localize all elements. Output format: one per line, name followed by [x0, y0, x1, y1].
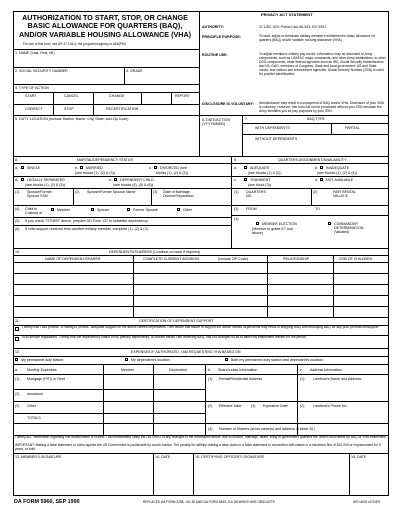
action-change[interactable]: CHANGE [109, 94, 125, 98]
dep-child-see: (see blocks (4), (5) & (6)) [113, 183, 153, 187]
member-election-label: MEMBER ELECTION [262, 222, 297, 226]
married-checkbox[interactable] [80, 166, 83, 169]
q-3: (3) [234, 207, 239, 211]
inadequate-see: (see blocks (1), (2) & (4)) [317, 171, 357, 175]
q-d: d. [315, 178, 318, 182]
principle-label: PRINCIPLE PURPOSE: [202, 35, 241, 39]
exp-b: b. [208, 368, 211, 372]
lease-3: (3) [251, 404, 256, 408]
dep-location-option: My dependent's location [131, 358, 170, 362]
col-name: NAME OF DEPENDENT/SHARER [45, 257, 101, 261]
other-note: If you check "OTHER" above, prepare DD Form 137 to establish dependency. [25, 219, 149, 223]
block-9: 9. [234, 158, 237, 162]
transient-label: TRANSIENT [250, 178, 271, 182]
not-available-label: NOT AVAILABLE [326, 178, 354, 182]
action-report[interactable]: REPORT [175, 94, 190, 98]
action-stop[interactable]: STOP [64, 107, 74, 111]
rental-address-label: Rental/Residential Address [219, 377, 263, 381]
addr-info: Address Information [310, 368, 343, 372]
sub-1: (1) [15, 190, 20, 194]
sub-3: (3) [153, 190, 158, 194]
opt-d: d. [15, 178, 18, 182]
opt-a: a. [15, 166, 18, 170]
name-label: 1. NAME (Last, First, MI) [15, 51, 55, 55]
child-custody-label: Child in [25, 207, 37, 211]
exp-member-col: Member [121, 368, 135, 372]
disclosure-text: Nondisclosure may result in nonpayment of BAQ and/or VHA. Disclosure of your SSN is voluntary. However, this form will not be processed without your SSN because the Army identifies you for pay purposes by your SSN. [259, 101, 384, 113]
sub-4: (4) [15, 207, 20, 211]
separated-see: (see blocks (1), (2) & (3)) [25, 183, 65, 187]
addr-2: (2) [300, 404, 305, 408]
dep-location-checkbox[interactable] [125, 358, 128, 361]
exp-a: a. [15, 368, 18, 372]
single-checkbox[interactable] [21, 166, 24, 169]
q-2: (2) [313, 190, 318, 194]
married-see: (see blocks (1), (2) & (3)) [75, 171, 115, 175]
quarters-no-suffix: NO. [246, 194, 253, 198]
spouse-ssn-label: Spouse SSN [27, 194, 48, 198]
totals-label: TOTALS [27, 416, 41, 420]
custody-of-label: Custody of [25, 211, 43, 215]
action-correct[interactable]: CORRECT [25, 107, 43, 111]
opt-b: b. [75, 166, 78, 170]
date-marriage-label: Date of Marriage, [163, 190, 191, 194]
member-grade-note: (Member in grade E7 and [252, 227, 293, 231]
custody-other: Other [183, 208, 192, 212]
mortgage-label: Mortgage (PITI) or Rent [27, 377, 65, 381]
married-label: MARRIED [86, 166, 103, 170]
effective-date-label: Effective Date: [219, 404, 243, 408]
baq-without-dependents[interactable]: WITHOUT DEPENDENTS [255, 137, 298, 141]
to-label: TO [315, 207, 320, 211]
cert-text-2: VHA service regulations. I certify that the dependency status of my primary dependents, on whose behalf I am receiving BAQ, has not changed so as to affect my entitlement thereto for the period. [22, 335, 307, 339]
q-c: c. [234, 178, 237, 182]
landlord-phone-label: Landlord's Phone No. [313, 404, 348, 408]
divorced-see: blocks (1), (2) & (3)) [156, 171, 188, 175]
action-label: 4. TYPE OF ACTION [15, 86, 49, 90]
routine-label: ROUTINE USE: [202, 53, 228, 57]
block-11: 11. [15, 319, 20, 323]
inadequate-checkbox[interactable] [320, 166, 323, 169]
routine-text: To adjust member's military pay record. Information may be disclosed to Army components, such as USAFAC major commands, and other Army installations; to other DOD components; other federal agencies such as IRS, Social Security Administration and VA; GAO, members of Congress; State and local government; US and State courts; and various law enforcement agencies. Social Security Number (SSN) is used for positive identification. [259, 52, 386, 76]
spouse-name-label: Spouse/Former Spouse Name [87, 190, 136, 194]
lease-4: (4) [208, 427, 213, 431]
monthly-expenses: Monthly Expenses: [27, 368, 58, 372]
block-10: 10. [15, 250, 20, 254]
final-cert-text: I certify ALL information regarding this authorization is correct. I will immediately notify the FAO/HRO of any changes in the information above, due to divorce, marriage, death, living in government quarters etc. which could affect by BAQ or VHA entitlement. [15, 435, 387, 439]
cert-heading: CERTIFICATION OF DEPENDENT SUPPORT [139, 319, 214, 323]
inadequate-label: INADEQUATE [326, 166, 350, 170]
privacy-heading: PRIVACY ACT STATEMENT [261, 12, 313, 17]
baq-partial[interactable]: PARTIAL [345, 126, 360, 130]
replaces-note: REPLACES DA FORM 3298, JUL 80 AND DA FORM 5545, JUL 86 WHICH ARE OBSOLETE [143, 500, 275, 504]
use-note: For use of this form, see AR 37-104-4; the proponent agency is ASA(FM) [23, 42, 126, 46]
adequate-label: ADEQUATE [250, 166, 270, 170]
authority-label: AUTHORITY: [202, 25, 224, 29]
quarters-heading: QUARTERS ASSIGNMENT/AVAILABILITY [278, 158, 347, 162]
marital-heading: MARITAL/DEPENDENCY STATUS [77, 158, 133, 162]
grade-label: 3. GRADE [126, 69, 143, 73]
custody-member-checkbox[interactable] [51, 208, 54, 211]
from-label: FROM [246, 207, 257, 211]
date-action-label: 6. DATE/ACTION [202, 118, 230, 122]
col-zip: (Include ZIP Code) [218, 257, 249, 261]
exp-c: c. [300, 368, 303, 372]
commander-label: COMMANDER [334, 222, 358, 226]
sub-5: (5) [15, 219, 20, 223]
adequate-see: (see blocks (1) & (2)) [248, 171, 282, 175]
action-recert[interactable]: RECERTIFICATION [106, 107, 139, 111]
form-number: DA FORM 5960, SEP 1990 [14, 499, 80, 505]
other-label: Other [27, 404, 36, 408]
baq-with-dependents[interactable]: WITH DEPENDENTS [255, 126, 290, 130]
custody-former: Former Spouse [133, 208, 158, 212]
both-option: Both my permanent duty station and dependent's location. [231, 358, 324, 362]
principle-text: To start, adjust or terminate military member's entitlement to basic allowance for quarters (BAQ) and/or variable housing allowance (VHA). [259, 34, 376, 42]
sharers-label: Number of Sharers (show name(s) and address in block 10.) [219, 427, 316, 431]
sub-2: (2) [75, 190, 80, 194]
lease-2: (2) [208, 404, 213, 408]
both-checkbox[interactable] [225, 358, 228, 361]
transient-checkbox[interactable] [244, 178, 247, 181]
exp-2: (2) [15, 392, 20, 396]
col-relationship: RELATIONSHIP [283, 257, 310, 261]
block-7: 7. [245, 117, 248, 121]
form-title: AUTHORIZATION TO START, STOP, OR CHANGE BASIC ALLOWANCE FOR QUARTERS (BAQ), AND/OR VARIABLE HOUSING ALLOWANCE (VHA) [18, 13, 192, 39]
insurance-label: Insurance [27, 392, 43, 396]
spouse-former-label: Spouse/Former [27, 190, 52, 194]
fair-rental-label: FAIR RENTAL [333, 190, 356, 194]
block-8: 8. [15, 158, 18, 162]
date-format: (YYYYMMDD) [202, 122, 226, 126]
member-date-label: 14. DATE [155, 455, 171, 459]
divorced-label: DIVORCED (see [160, 166, 187, 170]
vacated-label: (Vacated) [334, 230, 350, 234]
block-12: 12. [15, 350, 20, 354]
cert-text-1: I certify that I can provide, or willing to provide, adequate support for the above named dependents. I am aware that failure to support the above named dependents may result in stopping BAQ and recouping BAQ for any prior periods/nonsupport. [22, 325, 380, 329]
ssn-label: 2. SOCIAL SECURITY NUMBER [15, 69, 68, 73]
divorced-checkbox[interactable] [154, 166, 157, 169]
exp-dependent-col: Dependent [169, 368, 187, 372]
custody-spouse: Spouse [97, 208, 110, 212]
q-1: (1) [234, 190, 239, 194]
duty-location-label: 5. DUTY LOCATION (Include Station, Name, City, State, and Zip Code) [15, 117, 129, 121]
cert-vha-checkbox[interactable] [15, 337, 19, 341]
exp-1: (1) [15, 377, 20, 381]
single-label: SINGLE [27, 166, 41, 170]
lease-info: Share/Lease Information [218, 368, 258, 372]
exp-3: (3) [15, 404, 20, 408]
q-a: a. [234, 166, 237, 170]
separated-label: LEGALLY SEPARATED [27, 178, 65, 182]
opt-c: c. [149, 166, 152, 170]
member-signature-label: 13. MEMBER'S SIGNATURE [15, 455, 62, 459]
custody-other-checkbox[interactable] [177, 208, 180, 211]
expiration-date-label: Expiration Date [263, 404, 288, 408]
custody-spouse-checkbox[interactable] [91, 208, 94, 211]
lease-1: (1) [208, 377, 213, 381]
q-4: (4) [234, 217, 239, 221]
commander-checkbox[interactable] [328, 222, 331, 225]
col-dob: DOB OF CHILDREN [339, 257, 373, 261]
fair-rental-value: VALUE $ [333, 194, 348, 198]
col-address: COMPLETE CURRENT ADDRESS [143, 257, 200, 261]
disclosure-label: DISCLOSURE IS VOLUNTARY: [202, 102, 254, 106]
expenses-heading: EXPENSES IF AUTHORIZED, I AM REQUESTING VHA BASED ON [131, 350, 241, 354]
sub-6: (6) [15, 227, 20, 231]
adequate-checkbox[interactable] [244, 166, 247, 169]
dep-child-label: DEPENDENT CHILD [120, 178, 154, 182]
member-grade-above: above) [252, 231, 263, 235]
custody-member: Member [57, 208, 71, 212]
dependents-heading: DEPENDENTS/SHARERS (Continue on back if required) [109, 250, 201, 254]
child-support-note: If child support received from another military member, complete (1), (2) & (3). [25, 227, 149, 231]
quarters-no-label: QUARTERS [246, 190, 266, 194]
addr-1: (1) [300, 377, 305, 381]
baq-type-heading: BAQ TYPE [307, 117, 325, 121]
transient-see: (see block (3)) [248, 183, 271, 187]
apd-version: APD AEM v2.00ES [353, 500, 381, 504]
not-available-checkbox[interactable] [320, 178, 323, 181]
landlord-name-label: Landlord's Name and Address: [313, 377, 363, 381]
officer-signature-label: 15. CERTIFYING OFFICER'S SIGNATURE [195, 455, 265, 459]
duty-station-option: My permanent duty station [21, 358, 64, 362]
member-election-checkbox[interactable] [256, 222, 259, 225]
determination-label: DETERMINATION [334, 226, 364, 230]
duty-station-checkbox[interactable] [15, 358, 18, 361]
officer-date-label: 16. DATE [351, 455, 367, 459]
action-start[interactable]: START [25, 94, 37, 98]
opt-e: e. [109, 178, 112, 182]
divorce-sep-label: Divorce/Separation [163, 194, 194, 198]
da-form-5960 [13, 11, 389, 508]
cert-support-checkbox[interactable] [15, 327, 19, 331]
custody-former-checkbox[interactable] [127, 208, 130, 211]
authority-text: 37 USC 403; Public Law 96-343; EO 9397. [259, 25, 328, 29]
separated-checkbox[interactable] [21, 178, 24, 181]
dep-child-checkbox[interactable] [114, 178, 117, 181]
q-b: b. [315, 166, 318, 170]
important-notice: IMPORTANT: Making a false statement or claim against the US Government is punishable by courts martial. The penalty for willfully making a false claim or a false statement in connection with claims is a maximum fine of $10,000 or imprisonment for 5 years, or both. [15, 443, 381, 451]
action-cancel[interactable]: CANCEL [64, 94, 79, 98]
